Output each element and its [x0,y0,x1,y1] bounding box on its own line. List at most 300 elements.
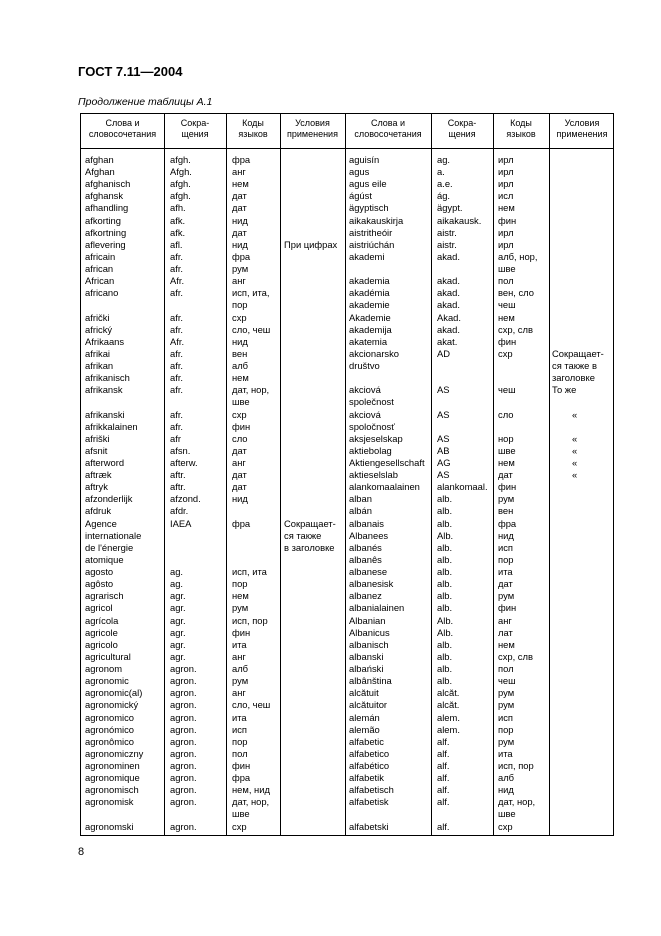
language-code-cell: ита [232,638,247,650]
word-cell: agôsto [85,578,114,590]
table-row [81,445,613,457]
language-code-cell: дат [232,226,247,238]
table-row [81,530,613,542]
abbreviation-cell: afr. [170,323,184,335]
abbreviation-cell: alem. [437,723,460,735]
language-code-cell: фин [498,335,517,347]
language-code-cell: рум [498,699,515,711]
language-code-cell: сло, чеш [232,323,271,335]
language-code-cell: рум [498,590,515,602]
abbreviation-cell: afr [170,432,181,444]
abbreviation-cell: afk. [170,214,186,226]
word-cell: agronominen [85,760,140,771]
table-row [81,166,613,178]
abbreviation-cell: afr. [170,311,184,323]
language-code-cell: исл [498,190,514,202]
abbreviation-cell: agr. [170,602,186,614]
language-code-cell: фра [232,772,251,784]
word-cell: albanés [349,541,382,553]
abbreviation-cell: alb. [437,517,453,529]
word-cell: agrícola [85,614,119,626]
abbreviation-cell: agron. [170,663,197,675]
abbreviation-cell: alb. [437,493,453,505]
language-code-cell: вен [232,347,248,359]
language-code-cell: нид [232,335,248,347]
word-cell: alfabetisk [349,796,389,808]
abbreviation-cell: AB [437,444,450,456]
abbreviation-cell: ag. [170,566,184,578]
abbreviation-cell: aistr. [437,226,457,238]
word-cell: agronomisch [85,784,139,796]
language-code-cell: схр [232,820,247,832]
word-cell: alemão [349,723,380,735]
word-cell: albanese [349,566,388,578]
word-cell: aktiebolag [349,444,392,456]
table-row [81,251,613,263]
language-code-cell: фин [232,760,251,771]
word-cell: Afghan [85,166,115,178]
abbreviation-cell: ägypt. [437,202,463,214]
abbreviation-cell: Alb. [437,614,454,626]
word-cell: aistritheóir [349,226,393,238]
language-code-cell: анг [232,457,246,468]
table-row [81,760,613,772]
table-row [81,602,613,614]
language-code-cell: дат, нор, [232,796,270,808]
abbreviation-cell: afgh. [170,178,191,190]
word-cell: agronomisk [85,796,134,808]
word-cell: alban [349,493,372,505]
language-code-cell: алб, нор, [498,250,538,262]
condition-cell: ся также [284,529,322,541]
word-cell: akademia [349,275,390,287]
language-code-cell: фра [232,517,251,529]
condition-cell: в заголовке [284,541,335,553]
word-cell: afrikan [85,360,114,372]
word-cell: Albanicus [349,626,390,638]
language-code-cell: ирл [498,154,514,165]
abbreviation-cell: alf. [437,772,450,784]
abbreviation-cell: alb. [437,505,453,517]
word-cell: afterword [85,457,125,468]
language-code-cell: шве [498,263,516,275]
word-cell: afghanisch [85,178,131,190]
table-row [81,202,613,214]
abbreviation-cell: alb. [437,578,453,590]
word-cell: afrikansk [85,384,123,396]
word-cell: albański [349,663,384,675]
abbreviation-cell: afr. [170,263,184,275]
abbreviation-cell: Afr. [170,275,185,287]
table-row [81,299,613,311]
language-code-cell: исп [498,711,514,723]
language-code-cell: исп, ита [232,566,267,578]
word-cell: alemán [349,711,380,723]
word-cell: afsnit [85,444,108,456]
word-cell: afkortning [85,226,127,238]
column-header-abbreviations-right: Сокра- щения [447,118,477,139]
language-code-cell: фра [232,250,251,262]
table-row [81,784,613,796]
abbreviation-cell: alb. [437,553,453,565]
word-cell: agronomiczny [85,747,144,759]
language-code-cell: схр [232,311,247,323]
table-row [81,493,613,505]
abbreviation-cell: aikakausk. [437,214,482,226]
word-cell: agus [349,166,370,178]
language-code-cell: нем [232,590,249,602]
language-code-cell: алб [232,663,249,675]
language-code-cell: рум [232,602,249,614]
table-row [81,227,613,239]
table-row [81,421,613,433]
word-cell: alfabetski [349,820,389,832]
abbreviation-cell: afr. [170,408,184,420]
abbreviation-cell: alf. [437,747,450,759]
language-code-cell: исп [232,723,248,735]
language-code-cell: фин [498,602,517,614]
language-code-cell: фин [232,626,251,638]
abbreviation-cell: AG [437,457,451,468]
word-cell: agronomique [85,772,140,784]
condition-cell: « [572,432,578,444]
word-cell: afkorting [85,214,121,226]
word-cell: africký [85,323,113,335]
abbreviation-cell: afr. [170,420,184,432]
table-row [81,154,613,166]
word-cell: agricultural [85,650,131,662]
table-row [81,384,613,396]
abbreviation-cell: agr. [170,614,186,626]
abbreviation-cell: ag. [437,154,451,165]
language-code-cell: чеш [498,384,516,396]
abbreviation-cell: IAEA [170,517,192,529]
word-cell: atomique [85,553,124,565]
condition-cell: « [572,469,578,481]
word-cell: Afrikaans [85,335,125,347]
language-code-cell: исп, ита, [232,287,270,299]
language-code-cell: сло [232,432,248,444]
abbreviation-cell: AS [437,469,450,481]
word-cell: aktieselslab [349,469,398,481]
word-cell: agronomický [85,699,139,711]
word-cell: alcătuitor [349,699,388,711]
language-code-cell: схр [232,408,247,420]
language-code-cell: нор [498,432,514,444]
word-cell: africain [85,250,116,262]
table-row [81,615,613,627]
language-code-cell: схр [498,820,513,832]
condition-cell: ся также в [552,360,597,372]
word-cell: akademie [349,299,390,311]
language-code-cell: дат, нор, [232,384,270,396]
abbreviation-cell: afh. [170,202,186,214]
word-cell: Agence [85,517,117,529]
abbreviation-cell: agron. [170,760,197,771]
table-row [81,712,613,724]
word-cell: aftræk [85,469,112,481]
word-cell: afrikkalainen [85,420,138,432]
abbreviation-cell: a. [437,166,445,178]
language-code-cell: нем [232,178,249,190]
abbreviation-cell: akad. [437,299,460,311]
abbreviation-cell: agron. [170,747,197,759]
language-code-cell: ита [498,566,513,578]
table-row [81,396,613,408]
word-cell: de l'énergie [85,541,134,553]
word-cell: agus eile [349,178,387,190]
language-code-cell: нем [498,202,515,214]
language-code-cell: пол [498,663,514,675]
language-code-cell: нид [498,529,514,541]
language-code-cell: дат, нор, [498,796,536,808]
word-cell: albanesisk [349,578,394,590]
word-cell: akciová [349,384,381,396]
word-cell: afdruk [85,505,112,517]
word-cell: albanez [349,590,382,602]
word-cell: agricole [85,626,118,638]
table-row [81,372,613,384]
word-cell: ägyptisch [349,202,389,214]
word-cell: agricol [85,602,113,614]
abbreviation-cell: alf. [437,820,450,832]
abbreviation-cell: AS [437,408,450,420]
table-row [81,748,613,760]
word-cell: Albanees [349,529,389,541]
abbreviation-cell: alf. [437,796,450,808]
language-code-cell: пор [232,578,248,590]
table-row [81,481,613,493]
word-cell: albanski [349,650,384,662]
language-code-cell: ита [232,711,247,723]
word-cell: alfabetisch [349,784,394,796]
language-code-cell: ирл [498,178,514,190]
language-code-cell: пор [232,299,248,311]
abbreviation-cell: afdr. [170,505,189,517]
word-cell: aftryk [85,481,108,493]
condition-cell: Сокращает- [552,347,604,359]
abbreviation-cell: alb. [437,590,453,602]
abbreviation-cell: agr. [170,638,186,650]
column-header-language-codes-left: Коды языков [238,118,268,139]
abbreviation-cell: afzond. [170,493,201,505]
table-row [81,590,613,602]
word-cell: afriški [85,432,110,444]
abbreviation-cell: afsn. [170,444,191,456]
page-number: 8 [78,846,85,858]
language-code-cell: пор [498,723,514,735]
language-code-cell: дат [232,190,247,202]
word-cell: agronomski [85,820,134,832]
condition-cell: заголовке [552,372,595,384]
abbreviation-cell: aftr. [170,469,186,481]
language-code-cell: нем [498,638,515,650]
language-code-cell: ирл [498,166,514,178]
language-code-cell: нид [232,238,248,250]
word-cell: Albanian [349,614,386,626]
table-row [81,505,613,517]
language-code-cell: рум [232,263,249,275]
language-code-cell: схр, слв [498,323,533,335]
language-code-cell: фра [232,154,251,165]
table-row [81,287,613,299]
abbreviation-cell: AS [437,384,450,396]
word-cell: agrarisch [85,590,124,602]
word-cell: agronom [85,663,123,675]
word-cell: alankomaalainen [349,481,420,493]
word-cell: agronomic(al) [85,687,143,699]
language-code-cell: исп [498,541,514,553]
table-row [81,772,613,784]
word-cell: afrikai [85,347,111,359]
word-cell: Akademie [349,311,391,323]
abbreviation-cell: ág. [437,190,451,202]
column-header-conditions-right: Условия применения [556,118,608,139]
abbreviation-cell: alcăt. [437,699,460,711]
language-code-cell: шве [232,808,250,820]
column-header-language-codes-right: Коды языков [506,118,536,139]
abbreviation-cell: agron. [170,675,197,687]
word-cell: albanais [349,517,384,529]
language-code-cell: вен, сло [498,287,534,299]
word-cell: agricolo [85,638,118,650]
word-cell: internationale [85,529,142,541]
word-cell: akcionarsko [349,347,400,359]
language-code-cell: пор [498,553,514,565]
language-code-cell: анг [232,687,246,699]
language-code-cell: ита [498,747,513,759]
word-cell: akatemia [349,335,388,347]
abbreviation-cell: AD [437,347,451,359]
table-row [81,190,613,202]
language-code-cell: рум [498,687,515,699]
language-code-cell: рум [232,675,249,687]
table-row [81,566,613,578]
language-code-cell: дат [232,202,247,214]
word-cell: aguisín [349,154,380,165]
abbreviation-cell: agr. [170,650,186,662]
table-row [81,663,613,675]
abbreviation-cell: akad. [437,275,460,287]
abbreviation-cell: alf. [437,760,450,771]
word-cell: alfabetik [349,772,384,784]
word-cell: afhandling [85,202,129,214]
abbreviation-cell: afr. [170,360,184,372]
language-code-cell: нем [498,311,515,323]
word-cell: společnost [349,396,394,408]
word-cell: africano [85,287,119,299]
abbreviation-cell: alb. [437,566,453,578]
table-row [81,215,613,227]
word-cell: agronomic [85,675,129,687]
language-code-cell: нем [232,372,249,384]
abbreviation-cell: Akad. [437,311,461,323]
language-code-cell: фин [498,214,517,226]
abbreviation-cell: alf. [437,784,450,796]
abbreviation-cell: a.e. [437,178,453,190]
abbreviation-cell: alf. [437,735,450,747]
abbreviation-cell: afgh. [170,154,191,165]
word-cell: akadémia [349,287,390,299]
abbreviation-cell: agron. [170,711,197,723]
language-code-cell: исп, пор [498,760,534,771]
table-row [81,821,613,833]
table-row [81,699,613,711]
language-code-cell: ирл [498,238,514,250]
table-row [81,554,613,566]
table-row [81,542,613,554]
word-cell: alfabetic [349,735,384,747]
table-row [81,518,613,530]
language-code-cell: алб [232,360,249,372]
condition-cell: То же [552,384,577,396]
word-cell: alfabetico [349,747,390,759]
language-code-cell: пол [498,275,514,287]
language-code-cell: лат [498,626,513,638]
language-code-cell: нид [232,214,248,226]
table-row [81,724,613,736]
abbreviation-cell: alcăt. [437,687,460,699]
language-code-cell: дат [232,469,247,481]
language-code-cell: схр, слв [498,650,533,662]
word-cell: albán [349,505,372,517]
language-code-cell: анг [232,275,246,287]
word-cell: agronômico [85,735,134,747]
word-cell: akciová [349,408,381,420]
abbreviation-cell: aftr. [170,481,186,493]
abbreviation-cell: alem. [437,711,460,723]
abbreviation-cell: alankomaal. [437,481,488,493]
abbreviation-cell: ag. [170,578,184,590]
word-cell: Aktiengesellschaft [349,457,425,468]
table-row [81,348,613,360]
word-cell: aflevering [85,238,126,250]
language-code-cell: нид [498,784,514,796]
word-cell: aikakauskirja [349,214,404,226]
abbreviation-cell: agron. [170,723,197,735]
condition-cell: При цифрах [284,238,338,250]
abbreviation-cell: agron. [170,687,197,699]
word-cell: agronomico [85,711,134,723]
abbreviation-cell: Alb. [437,626,454,638]
word-cell: albânština [349,675,392,687]
language-code-cell: нем [498,457,515,468]
abbreviation-cell: agron. [170,699,197,711]
column-header-conditions-left: Условия применения [287,118,338,139]
table-caption: Продолжение таблицы А.1 [78,96,213,108]
abbreviation-cell: afr. [170,347,184,359]
table-row [81,409,613,421]
language-code-cell: сло [498,408,514,420]
abbreviation-cell: agr. [170,626,186,638]
table-row [81,457,613,469]
word-cell: agronómico [85,723,134,735]
language-code-cell: пол [232,747,248,759]
condition-cell: « [572,444,578,456]
table-row [81,239,613,251]
language-code-cell: дат [232,481,247,493]
abbreviation-cell: agron. [170,796,197,808]
abbreviation-cell: agron. [170,784,197,796]
word-cell: albanês [349,553,382,565]
table-row [81,312,613,324]
language-code-cell: чеш [498,299,516,311]
word-cell: spoločnosť [349,420,395,432]
language-code-cell: ирл [498,226,514,238]
abbreviation-cell: afterw. [170,457,198,468]
table-row [81,336,613,348]
abbreviation-cell: afr. [170,250,184,262]
